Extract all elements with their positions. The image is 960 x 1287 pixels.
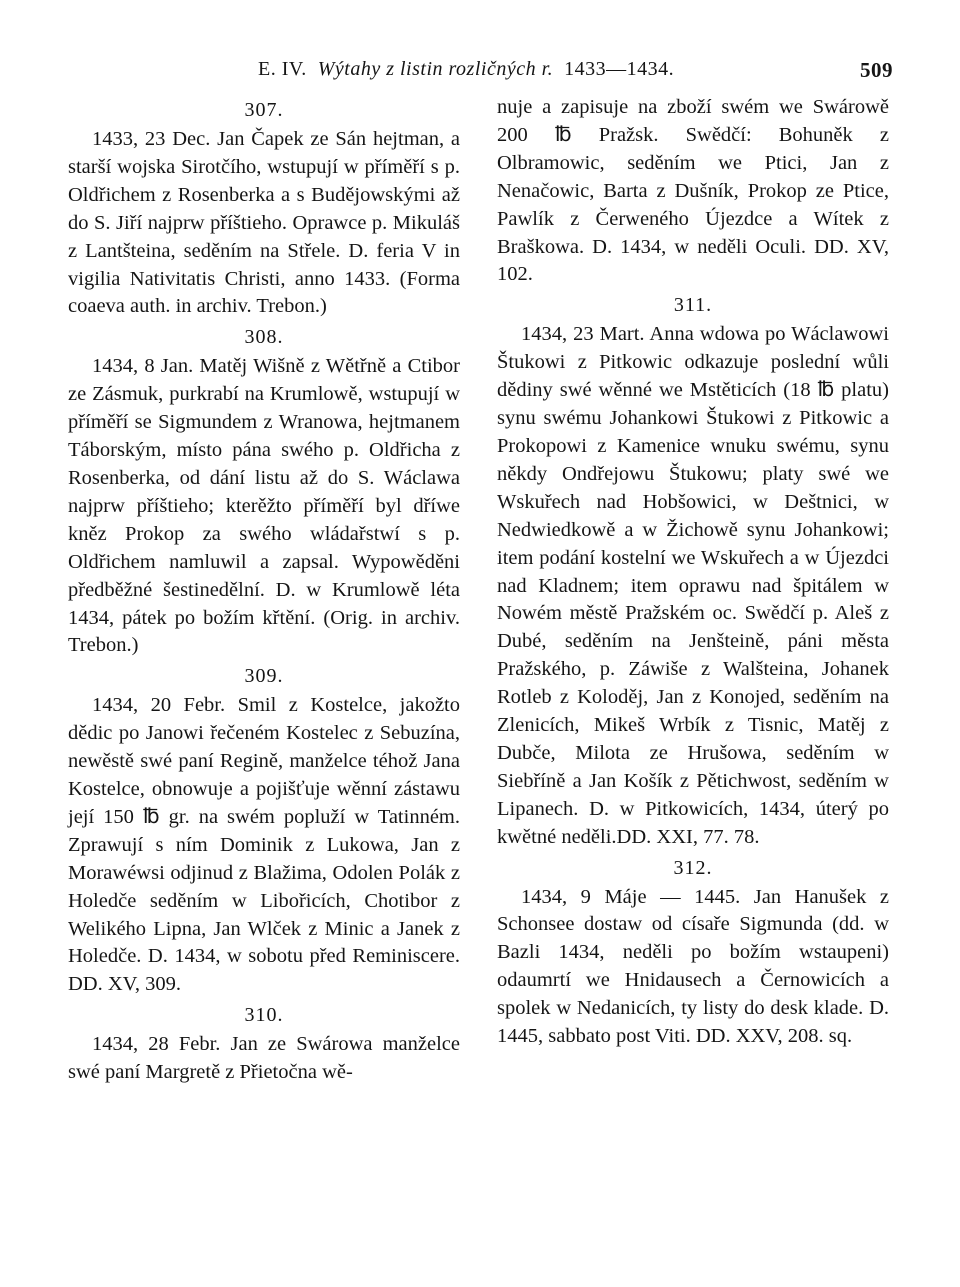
section-label: E. IV.	[258, 58, 307, 80]
entry-text: 1434, 23 Mart. Anna wdowa po Wáclawowi Štukowi z Pitkowic odkazuje poslední wůli dědiny swé wěnné we Mstěticích (18 ℔ platu) synu swému Johankowi Štukowi z Pitkowic a Prokopowi z Kamenice wnuku swému, synu někdy Ondřejowu Štukowu; platy swé we Wskuřech nad Hobšowici, w Deštnici, w Nedwiedkowě a w Žichowě synu Johankowi; item podání kostelní we Wskuřech a w Újezdci nad Kladnem; item oprawu nad špitálem w Nowém městě Pražském oc. Swědčí p. Aleš z Dubé, seděním na Jenšteině, páni města Pražského, p. Záwiše z Walšteina, Johanek Rotleb z Koloděj, Jan z Konojed, seděním na Zlenicích, Mikeš Wrbík z Tisnic, Matěj z Dubče, Milota ze Hrušowa, seděním w Siebříně a Jan Košík z Pětichwost, seděním w Lipanech. D. w Pitkowicích, 1434, úterý po kwětné neděli.DD. XXI, 77. 78.	[497, 323, 889, 848]
entry-number: 312.	[673, 856, 713, 879]
entry-text-part-1: 1434, 28 Febr. Jan ze Swárowa manželce swé paní Margretě z Přietočna wě-	[68, 1033, 460, 1084]
entry-number: 311.	[673, 294, 713, 317]
right-column	[497, 94, 889, 1051]
entry-number: 308.	[244, 326, 284, 349]
entry-text: 1434, 8 Jan. Matěj Wišně z Wětřně a Ctibor ze Zásmuk, purkrabí na Krumlowě, wstupují w příměří se Sigmundem z Wranowa, hejtmanem Táborským, místo pána swého p. Oldřicha z Rosenberka, od dání listu až do S. Wáclawa najprw příštieho; kterěžto příměří byl dříwe kněz Prokop za swého wládařstwí s p. Oldřichem namluwil a zapsal. Wypowěděni předběžné šestinedělní. D. w Krumlowě léta 1434, pátek po božím křtění. (Orig. in archiv. Trebon.)	[68, 355, 460, 657]
page-header	[68, 58, 893, 88]
page-number: 509	[860, 58, 893, 82]
running-years: 1433—1434.	[564, 58, 675, 80]
running-title: Wýtahy z listin rozličných r.	[317, 58, 554, 80]
entry-number: 309.	[244, 665, 284, 688]
entry-text-part-2: nuje a zapisuje na zboží swém we Swárowě 200 ℔ Pražsk. Swědčí: Bohuněk z Olbramowic, seděním we Ptici, Jan z Nenačowic, Barta z Dušník, Prokop ze Ptice, Pawlík z Čerweného Újezdce a Wítek z Braškowa. D. 1434, w neděli Oculi. DD. XV, 102.	[497, 96, 889, 286]
entry-number: 310.	[244, 1004, 284, 1027]
entry-number: 307.	[244, 99, 284, 121]
entry-text: 1434, 20 Febr. Smil z Kostelce, jakožto dědic po Janowi řečeném Kostelec z Sebuzína, newěstě swé paní Regině, manželce téhož Jana Kostelce, obnowuje a pojišťuje wěnní zástawu její 150 ℔ gr. na swém popluží w Tatinném. Zprawují s ním Dominik z Lukowa, Jan z Morawéwsi odjinud z Blažima, Odolen Polák z Holedče seděním w Libořicích, Chotibor z Welikého Lipna, Jan Wlček z Minic a Janek z Holedče. D. 1434, w sobotu před Reminiscere. DD. XV, 309.	[68, 694, 460, 996]
entry-text: 1433, 23 Dec. Jan Čapek ze Sán hejtman, a starší wojska Sirotčího, wstupují w příměří s p. Oldřichem z Rosenberka a s Budějowskými až do S. Jiří najprw příštieho. Oprawce p. Mikuláš z Lantšteina, seděním na Střele. D. feria V in vigilia Nativitatis Christi, anno 1433. (Forma coaeva auth. in archiv. Trebon.)	[68, 128, 460, 318]
left-column	[68, 94, 460, 1087]
running-head	[258, 58, 674, 81]
entry-text: 1434, 9 Máje — 1445. Jan Hanušek z Schonsee dostaw od císaře Sigmunda (dd. w Bazli 1434, neděli po božím wstaupeni) odaumrtí we Hnidausech a Černowicích a spolek w Nedanicích, ty listy do desk klade. D. 1445, sabbato post Viti. DD. XXV, 208. sq.	[497, 885, 889, 1048]
